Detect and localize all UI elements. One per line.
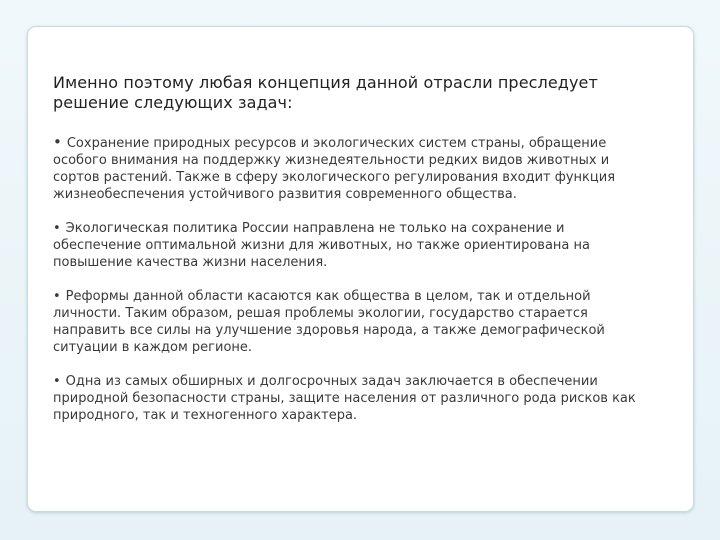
bullet-item: [53, 220, 651, 271]
bullet-point-icon: •: [53, 221, 61, 236]
bullet-text: Экологическая политика России направлена не только на сохранение и обеспечение оптимальной жизни для животных, но также ориентирована на повышение качества жизни населения.: [53, 221, 590, 270]
slide-heading: Именно поэтому любая концепция данной отрасли преследует решение следующих задач:: [53, 73, 598, 112]
bullet-item: [53, 373, 651, 424]
bullet-text: Реформы данной области касаются как общества в целом, так и отдельной личности. Таким образом, решая проблемы экологии, государство старается направить все силы на улучшение здоровья народа, а также демографической ситуации в каждом регионе.: [53, 289, 605, 355]
bullet-text: Одна из самых обширных и долгосрочных задач заключается в обеспечении природной безопасности страны, защите населения от различного рода рисков как природного, так и техногенного характера.: [53, 374, 636, 423]
bullet-text: Сохранение природных ресурсов и экологических систем страны, обращение особого внимания на поддержку жизнедеятельности редких видов животных и сортов растений. Также в сферу экологического регулирования входит функция жизнеобеспечения устойчивого развития современного общества.: [53, 136, 616, 202]
bullet-item: [53, 134, 651, 203]
bullet-point-icon: •: [53, 133, 62, 151]
bullet-item: [53, 288, 651, 356]
bullet-point-icon: •: [53, 374, 61, 389]
slide-content: [53, 73, 653, 441]
bullet-point-icon: •: [53, 289, 61, 304]
